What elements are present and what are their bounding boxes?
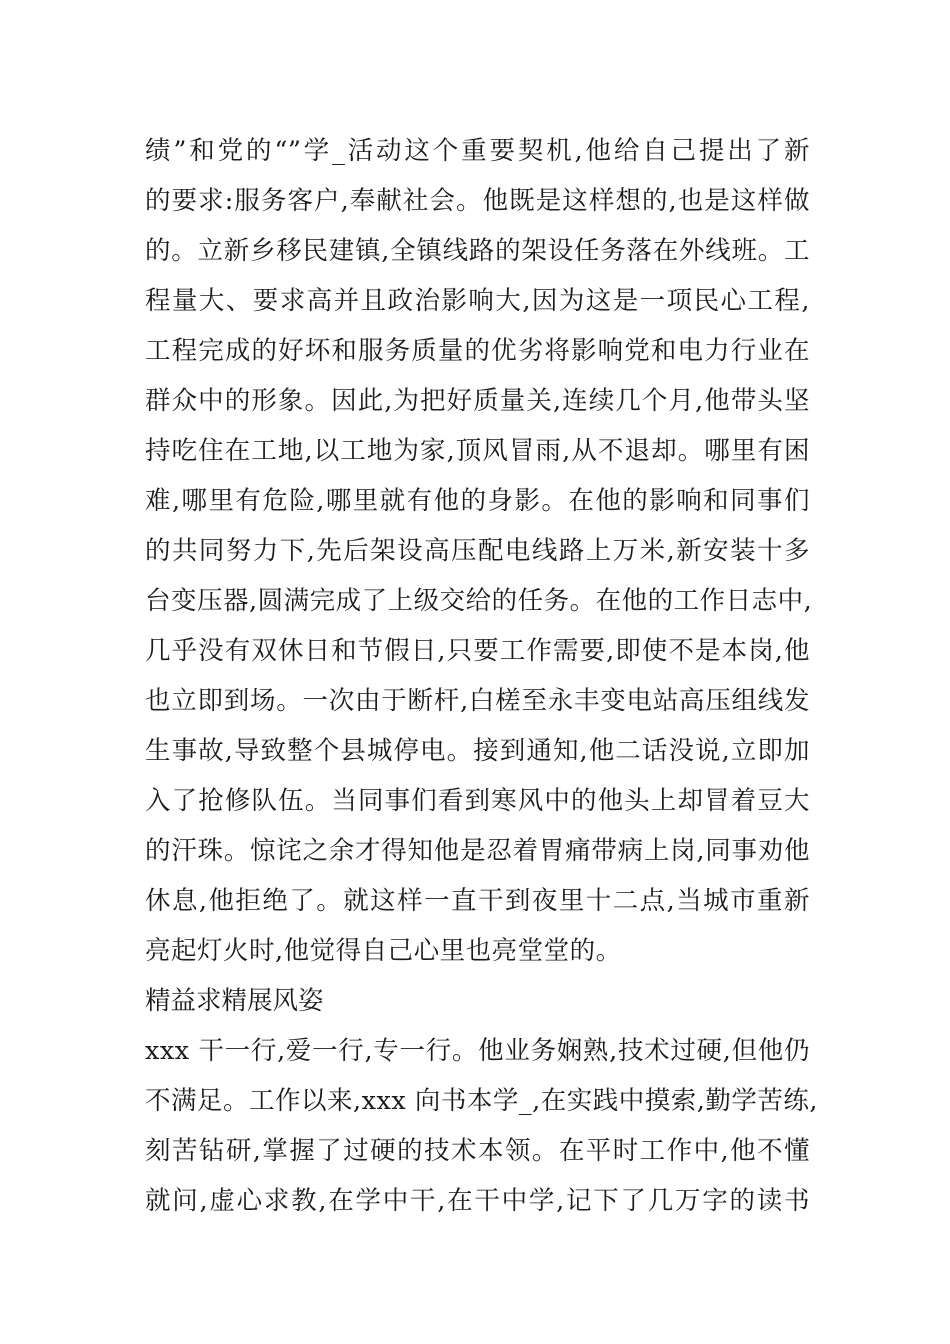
document-body [145,126,818,1226]
text-line: 绩”和党的“”学_活动这个重要契机,他给自己提出了新 [145,136,810,166]
text-line: 刻苦钻研,掌握了过硬的技术本领。在平时工作中,他不懂 [145,1136,810,1166]
text-line: 持吃住在工地,以工地为家,顶风冒雨,从不退却。哪里有困 [145,436,810,466]
text-line: 的共同努力下,先后架设高压配电线路上万米,新安装十多 [145,536,810,566]
text-line: 几乎没有双休日和节假日,只要工作需要,即使不是本岗,他 [145,636,810,666]
text-line: 不满足。工作以来,xxx 向书本学_,在实践中摸索,勤学苦练, [145,1086,818,1116]
text-line: 亮起灯火时,他觉得自己心里也亮堂堂的。 [145,936,622,966]
text-line: 台变压器,圆满完成了上级交给的任务。在他的工作日志中, [145,586,813,616]
text-line: 的要求:服务客户,奉献社会。他既是这样想的,也是这样做 [145,186,810,216]
paragraph-1 [145,126,813,976]
text-line: 的。立新乡移民建镇,全镇线路的架设任务落在外线班。工 [145,236,810,266]
section-heading: 精益求精展风姿 [145,986,324,1016]
text-line: 生事故,导致整个县城停电。接到通知,他二话没说,立即加 [145,736,810,766]
text-line: 群众中的形象。因此,为把好质量关,连续几个月,他带头坚 [145,386,810,416]
text-line: xxx 干一行,爱一行,专一行。他业务娴熟,技术过硬,但他仍 [145,1036,810,1066]
text-line: 工程完成的好坏和服务质量的优劣将影响党和电力行业在 [145,336,810,366]
text-line: 程量大、要求高并且政治影响大,因为这是一项民心工程, [145,286,810,316]
text-line: 也立即到场。一次由于断杆,白槎至永丰变电站高压组线发 [145,686,810,716]
text-line: 的汗珠。惊诧之余才得知他是忍着胃痛带病上岗,同事劝他 [145,836,810,866]
text-line: 就问,虚心求教,在学中干,在干中学,记下了几万字的读书 [145,1186,810,1216]
text-line: 难,哪里有危险,哪里就有他的身影。在他的影响和同事们 [145,486,810,516]
text-line: 休息,他拒绝了。就这样一直干到夜里十二点,当城市重新 [145,886,810,916]
paragraph-2 [145,1026,818,1226]
text-line: 入了抢修队伍。当同事们看到寒风中的他头上却冒着豆大 [145,786,810,816]
